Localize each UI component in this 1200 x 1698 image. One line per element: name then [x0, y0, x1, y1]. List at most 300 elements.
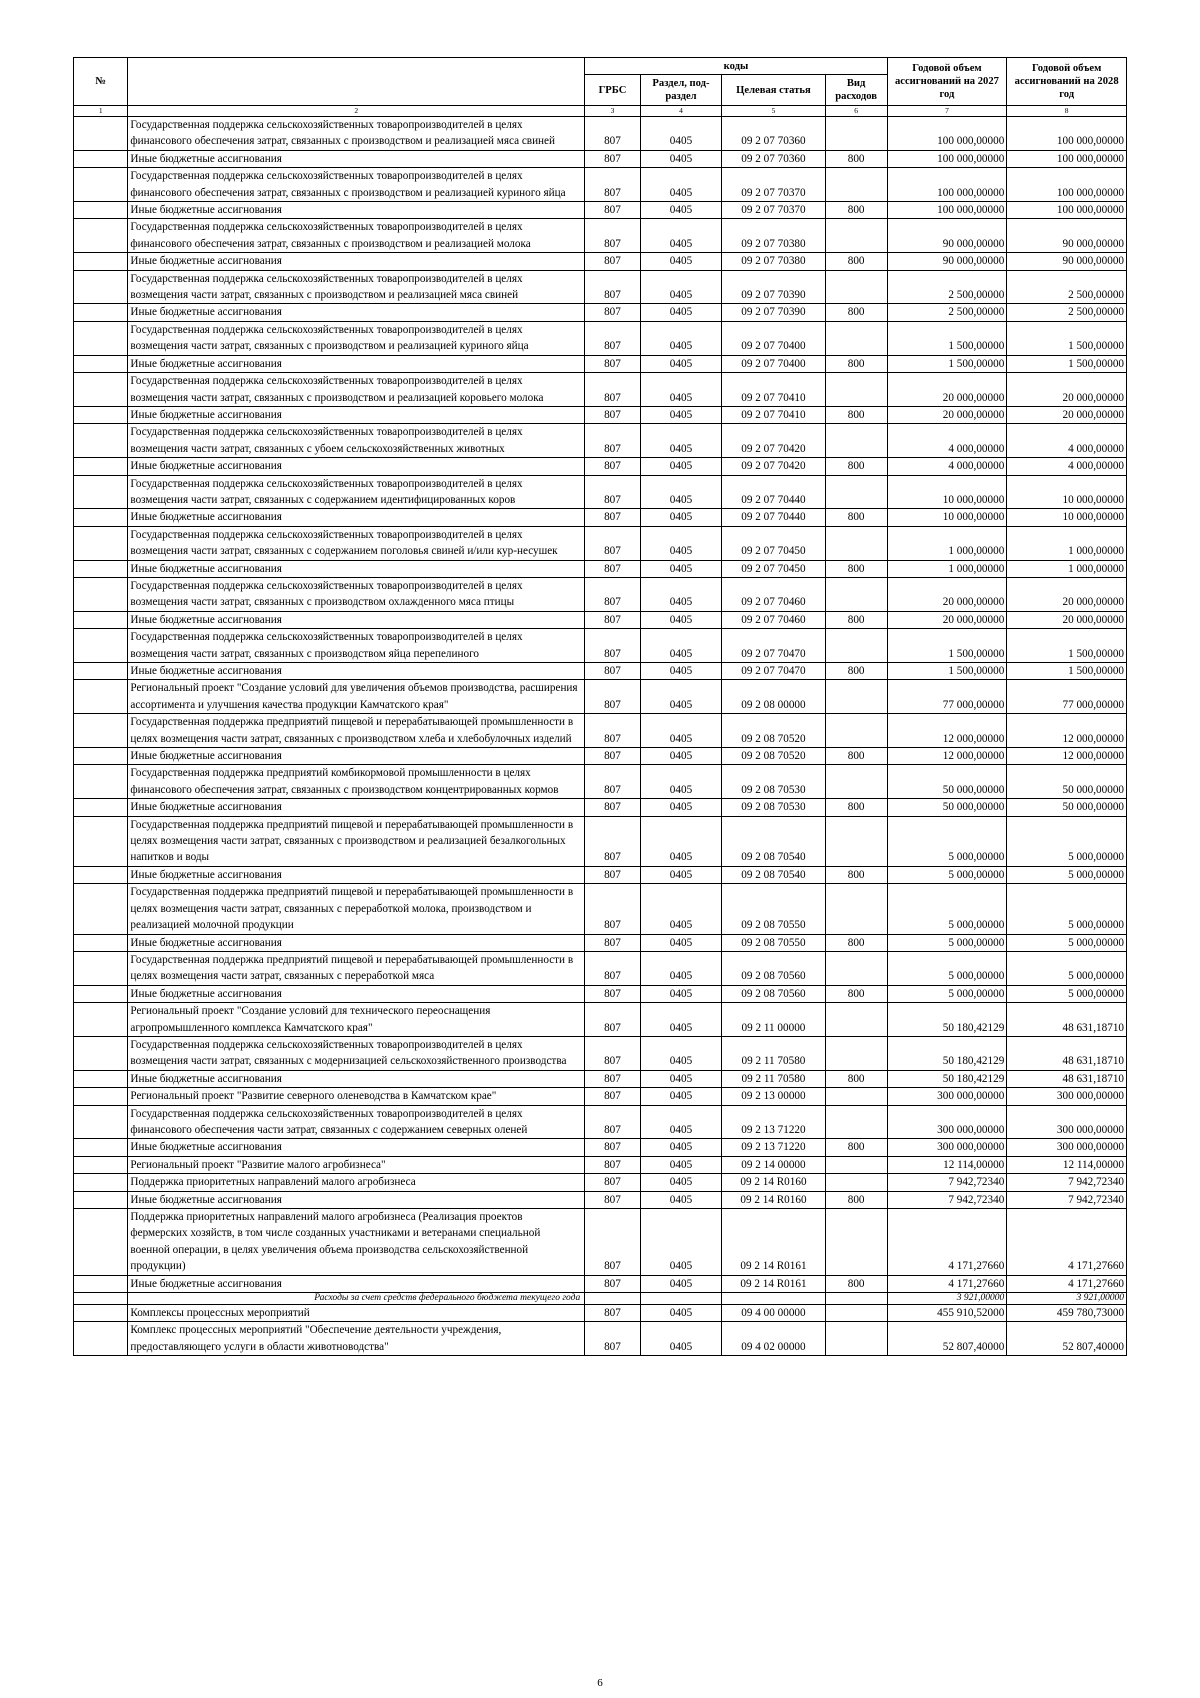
cell-name: Государственная поддержка сельскохозяйственных товаропроизводителей в целях финансового обеспечения затрат, связанных с производством и реализацией молока: [128, 219, 585, 253]
cell-volume-2027: 4 171,27660: [887, 1275, 1007, 1292]
cell-razdel: 0405: [640, 714, 722, 748]
cell-num: [74, 765, 128, 799]
cell-volume-2027: 2 500,00000: [887, 304, 1007, 321]
cell-expense-type: 800: [825, 748, 887, 765]
cell-razdel: 0405: [640, 1156, 722, 1173]
cell-target-article: 09 2 08 70540: [722, 816, 825, 866]
cell-target-article: 09 2 11 00000: [722, 1003, 825, 1037]
cell-volume-2027: 12 114,00000: [887, 1156, 1007, 1173]
cell-target-article: 09 2 07 70370: [722, 202, 825, 219]
cell-num: [74, 1070, 128, 1087]
cell-expense-type: [825, 1105, 887, 1139]
cell-num: [74, 663, 128, 680]
cell-name: Иные бюджетные ассигнования: [128, 560, 585, 577]
cell-name: Поддержка приоритетных направлений малого агробизнеса (Реализация проектов фермерских хозяйств, в том числе созданных участниками и ветеранами специальной военной операции, в целях увеличения объема производства сельскохозяйственной продукции): [128, 1209, 585, 1276]
cell-expense-type: 800: [825, 253, 887, 270]
cell-volume-2027: 20 000,00000: [887, 373, 1007, 407]
cell-expense-type: [825, 1088, 887, 1105]
cell-grbs: 807: [585, 748, 640, 765]
header-grbs: ГРБС: [585, 75, 640, 106]
cell-volume-2028: 20 000,00000: [1007, 373, 1127, 407]
cell-razdel: 0405: [640, 866, 722, 883]
column-number: 2: [128, 106, 585, 117]
cell-razdel: 0405: [640, 577, 722, 611]
cell-num: [74, 475, 128, 509]
cell-volume-2027: 12 000,00000: [887, 748, 1007, 765]
cell-volume-2028: 2 500,00000: [1007, 304, 1127, 321]
cell-expense-type: [825, 816, 887, 866]
cell-name: Государственная поддержка предприятий пищевой и перерабатывающей промышленности в целях возмещения части затрат, связанных с переработкой мяса: [128, 951, 585, 985]
cell-volume-2027: 1 000,00000: [887, 526, 1007, 560]
cell-num: [74, 884, 128, 934]
cell-num: [74, 150, 128, 167]
cell-volume-2028: 459 780,73000: [1007, 1305, 1127, 1322]
cell-num: [74, 560, 128, 577]
cell-target-article: 09 2 07 70460: [722, 577, 825, 611]
header-num: №: [74, 58, 128, 106]
table-row: [74, 765, 1127, 799]
cell-razdel: 0405: [640, 202, 722, 219]
cell-target-article: 09 2 11 70580: [722, 1036, 825, 1070]
cell-target-article: 09 4 00 00000: [722, 1305, 825, 1322]
cell-target-article: 09 2 07 70440: [722, 475, 825, 509]
cell-volume-2028: 48 631,18710: [1007, 1003, 1127, 1037]
cell-name: Иные бюджетные ассигнования: [128, 934, 585, 951]
cell-razdel: 0405: [640, 1003, 722, 1037]
cell-grbs: 807: [585, 1036, 640, 1070]
cell-expense-type: [825, 680, 887, 714]
cell-volume-2027: 90 000,00000: [887, 253, 1007, 270]
cell-name: Расходы за счет средств федерального бюджета текущего года: [128, 1293, 585, 1305]
cell-razdel: 0405: [640, 270, 722, 304]
cell-target-article: 09 2 14 R0160: [722, 1174, 825, 1191]
cell-name: Региональный проект "Создание условий для увеличения объемов производства, расширения ассортимента и улучшения качества продукции Камчатского края": [128, 680, 585, 714]
cell-expense-type: 800: [825, 934, 887, 951]
table-row: [74, 1139, 1127, 1156]
cell-name: Иные бюджетные ассигнования: [128, 799, 585, 816]
cell-razdel: 0405: [640, 1209, 722, 1276]
cell-name: Иные бюджетные ассигнования: [128, 355, 585, 372]
cell-volume-2027: 50 180,42129: [887, 1070, 1007, 1087]
cell-num: [74, 951, 128, 985]
cell-expense-type: 800: [825, 304, 887, 321]
table-row: [74, 884, 1127, 934]
budget-table: [73, 57, 1127, 1356]
cell-expense-type: 800: [825, 458, 887, 475]
cell-name: Государственная поддержка предприятий пищевой и перерабатывающей промышленности в целях возмещения части затрат, связанных с производством хлеба и хлебобулочных изделий: [128, 714, 585, 748]
table-row: [74, 458, 1127, 475]
cell-razdel: 0405: [640, 1174, 722, 1191]
cell-razdel: [640, 1293, 722, 1305]
cell-razdel: 0405: [640, 373, 722, 407]
cell-name: Региональный проект "Развитие северного оленеводства в Камчатском крае": [128, 1088, 585, 1105]
table-row: [74, 748, 1127, 765]
cell-target-article: 09 2 08 70530: [722, 765, 825, 799]
cell-name: Иные бюджетные ассигнования: [128, 458, 585, 475]
table-row: [74, 663, 1127, 680]
table-row: [74, 816, 1127, 866]
cell-volume-2028: 5 000,00000: [1007, 934, 1127, 951]
cell-volume-2027: 1 500,00000: [887, 663, 1007, 680]
cell-grbs: 807: [585, 663, 640, 680]
cell-num: [74, 270, 128, 304]
cell-num: [74, 1105, 128, 1139]
cell-expense-type: [825, 526, 887, 560]
cell-razdel: 0405: [640, 1036, 722, 1070]
cell-target-article: 09 2 08 70560: [722, 985, 825, 1002]
table-row: [74, 202, 1127, 219]
cell-name: Иные бюджетные ассигнования: [128, 406, 585, 423]
header-vid: Вид расходов: [825, 75, 887, 106]
cell-target-article: 09 2 11 70580: [722, 1070, 825, 1087]
cell-grbs: 807: [585, 1191, 640, 1208]
cell-num: [74, 117, 128, 151]
table-row: [74, 866, 1127, 883]
cell-num: [74, 1209, 128, 1276]
cell-volume-2028: 100 000,00000: [1007, 117, 1127, 151]
cell-grbs: 807: [585, 509, 640, 526]
cell-volume-2027: 1 500,00000: [887, 629, 1007, 663]
cell-name: Иные бюджетные ассигнования: [128, 1275, 585, 1292]
cell-expense-type: [825, 629, 887, 663]
cell-name: Иные бюджетные ассигнования: [128, 1191, 585, 1208]
table-row: [74, 951, 1127, 985]
cell-volume-2028: 12 000,00000: [1007, 714, 1127, 748]
cell-name: Государственная поддержка сельскохозяйственных товаропроизводителей в целях возмещения части затрат, связанных с производством и реализацией мяса свиней: [128, 270, 585, 304]
cell-volume-2027: 20 000,00000: [887, 406, 1007, 423]
table-row: [74, 1088, 1127, 1105]
cell-razdel: 0405: [640, 509, 722, 526]
table-row: [74, 526, 1127, 560]
cell-num: [74, 373, 128, 407]
cell-name: Поддержка приоритетных направлений малого агробизнеса: [128, 1174, 585, 1191]
column-number: 8: [1007, 106, 1127, 117]
cell-target-article: 09 2 08 70550: [722, 934, 825, 951]
header-razdel: Раздел, под-раздел: [640, 75, 722, 106]
cell-expense-type: [825, 1322, 887, 1356]
cell-razdel: 0405: [640, 1105, 722, 1139]
table-row: [74, 1003, 1127, 1037]
cell-target-article: 09 2 07 70410: [722, 406, 825, 423]
cell-target-article: 09 2 08 70520: [722, 714, 825, 748]
cell-name: Государственная поддержка сельскохозяйственных товаропроизводителей в целях возмещения части затрат, связанных с содержанием поголовья свиней и/или кур-несушек: [128, 526, 585, 560]
cell-volume-2027: 50 180,42129: [887, 1003, 1007, 1037]
header-row-1: [74, 58, 1127, 75]
cell-num: [74, 202, 128, 219]
cell-target-article: 09 2 14 R0160: [722, 1191, 825, 1208]
cell-volume-2028: 100 000,00000: [1007, 168, 1127, 202]
cell-razdel: 0405: [640, 1305, 722, 1322]
cell-name: Иные бюджетные ассигнования: [128, 150, 585, 167]
header-name: [128, 58, 585, 106]
table-row: [74, 253, 1127, 270]
cell-target-article: 09 2 14 R0161: [722, 1209, 825, 1276]
cell-razdel: 0405: [640, 304, 722, 321]
cell-volume-2028: 48 631,18710: [1007, 1070, 1127, 1087]
cell-grbs: 807: [585, 1139, 640, 1156]
cell-name: Государственная поддержка сельскохозяйственных товаропроизводителей в целях возмещения части затрат, связанных с убоем сельскохозяйственных животных: [128, 424, 585, 458]
cell-grbs: 807: [585, 680, 640, 714]
cell-target-article: 09 2 07 70420: [722, 458, 825, 475]
cell-name: Региональный проект "Развитие малого агробизнеса": [128, 1156, 585, 1173]
cell-grbs: 807: [585, 934, 640, 951]
cell-grbs: 807: [585, 270, 640, 304]
cell-volume-2027: 455 910,52000: [887, 1305, 1007, 1322]
column-number: 1: [74, 106, 128, 117]
table-row: [74, 577, 1127, 611]
table-row: [74, 270, 1127, 304]
cell-grbs: 807: [585, 1174, 640, 1191]
table-row: [74, 611, 1127, 628]
table-row: [74, 373, 1127, 407]
header-volume-2027: Годовой объем ассигнований на 2027 год: [887, 58, 1007, 106]
cell-volume-2028: 100 000,00000: [1007, 150, 1127, 167]
cell-grbs: 807: [585, 304, 640, 321]
cell-target-article: 09 2 08 70530: [722, 799, 825, 816]
table-row: [74, 1156, 1127, 1173]
cell-grbs: 807: [585, 1070, 640, 1087]
cell-grbs: 807: [585, 1088, 640, 1105]
table-row: [74, 321, 1127, 355]
cell-volume-2027: 20 000,00000: [887, 611, 1007, 628]
cell-name: Иные бюджетные ассигнования: [128, 509, 585, 526]
table-row: [74, 985, 1127, 1002]
cell-name: Государственная поддержка предприятий пищевой и перерабатывающей промышленности в целях возмещения части затрат, связанных с переработкой молока, производством и реализацией молочной продукции: [128, 884, 585, 934]
cell-volume-2028: 5 000,00000: [1007, 816, 1127, 866]
cell-expense-type: 800: [825, 150, 887, 167]
cell-volume-2028: 1 000,00000: [1007, 560, 1127, 577]
cell-volume-2028: 300 000,00000: [1007, 1105, 1127, 1139]
table-row: [74, 1305, 1127, 1322]
cell-name: Комплексы процессных мероприятий: [128, 1305, 585, 1322]
cell-expense-type: [825, 373, 887, 407]
cell-grbs: 807: [585, 1322, 640, 1356]
cell-volume-2028: 1 000,00000: [1007, 526, 1127, 560]
cell-name: Государственная поддержка сельскохозяйственных товаропроизводителей в целях возмещения части затрат, связанных с производством и реализацией куриного яйца: [128, 321, 585, 355]
cell-target-article: 09 2 07 70370: [722, 168, 825, 202]
table-row: [74, 934, 1127, 951]
cell-volume-2028: 7 942,72340: [1007, 1191, 1127, 1208]
cell-volume-2027: 12 000,00000: [887, 714, 1007, 748]
cell-razdel: 0405: [640, 985, 722, 1002]
cell-volume-2028: 4 000,00000: [1007, 424, 1127, 458]
cell-grbs: 807: [585, 799, 640, 816]
cell-razdel: 0405: [640, 406, 722, 423]
cell-expense-type: 800: [825, 509, 887, 526]
cell-grbs: 807: [585, 117, 640, 151]
cell-volume-2028: 5 000,00000: [1007, 951, 1127, 985]
cell-num: [74, 748, 128, 765]
cell-volume-2027: 100 000,00000: [887, 202, 1007, 219]
cell-expense-type: 800: [825, 799, 887, 816]
cell-grbs: 807: [585, 866, 640, 883]
cell-grbs: 807: [585, 150, 640, 167]
cell-razdel: 0405: [640, 117, 722, 151]
cell-grbs: 807: [585, 219, 640, 253]
cell-volume-2028: 12 000,00000: [1007, 748, 1127, 765]
cell-expense-type: [825, 1293, 887, 1305]
cell-num: [74, 611, 128, 628]
cell-expense-type: [825, 1305, 887, 1322]
cell-volume-2028: 300 000,00000: [1007, 1088, 1127, 1105]
column-number: 4: [640, 106, 722, 117]
cell-volume-2028: 50 000,00000: [1007, 765, 1127, 799]
cell-expense-type: [825, 714, 887, 748]
cell-num: [74, 1174, 128, 1191]
cell-expense-type: [825, 168, 887, 202]
cell-target-article: 09 2 14 R0161: [722, 1275, 825, 1292]
column-number: 3: [585, 106, 640, 117]
cell-razdel: 0405: [640, 475, 722, 509]
cell-name: Иные бюджетные ассигнования: [128, 611, 585, 628]
table-row: [74, 168, 1127, 202]
header-target: Целевая статья: [722, 75, 825, 106]
cell-razdel: 0405: [640, 458, 722, 475]
cell-num: [74, 1322, 128, 1356]
cell-razdel: 0405: [640, 1088, 722, 1105]
table-row: [74, 150, 1127, 167]
cell-razdel: 0405: [640, 168, 722, 202]
cell-grbs: [585, 1293, 640, 1305]
cell-name: Иные бюджетные ассигнования: [128, 748, 585, 765]
header-volume-2028: Годовой объем ассигнований на 2028 год: [1007, 58, 1127, 106]
cell-num: [74, 1003, 128, 1037]
cell-target-article: 09 2 07 70390: [722, 304, 825, 321]
cell-volume-2028: 90 000,00000: [1007, 219, 1127, 253]
cell-expense-type: [825, 424, 887, 458]
cell-target-article: 09 2 07 70420: [722, 424, 825, 458]
cell-num: [74, 816, 128, 866]
cell-target-article: 09 2 07 70460: [722, 611, 825, 628]
cell-grbs: 807: [585, 1275, 640, 1292]
cell-num: [74, 1088, 128, 1105]
cell-name: Государственная поддержка сельскохозяйственных товаропроизводителей в целях финансового обеспечения затрат, связанных с производством и реализацией мяса свиней: [128, 117, 585, 151]
cell-razdel: 0405: [640, 355, 722, 372]
table-row: [74, 475, 1127, 509]
cell-volume-2027: 300 000,00000: [887, 1088, 1007, 1105]
cell-volume-2028: 50 000,00000: [1007, 799, 1127, 816]
cell-volume-2027: 5 000,00000: [887, 816, 1007, 866]
cell-grbs: 807: [585, 765, 640, 799]
cell-expense-type: 800: [825, 611, 887, 628]
cell-grbs: 807: [585, 458, 640, 475]
cell-target-article: 09 2 07 70450: [722, 560, 825, 577]
cell-expense-type: [825, 577, 887, 611]
cell-num: [74, 1293, 128, 1305]
cell-num: [74, 1191, 128, 1208]
cell-name: Государственная поддержка предприятий пищевой и перерабатывающей промышленности в целях возмещения части затрат, связанных с производством и реализацией безалкогольных напитков и воды: [128, 816, 585, 866]
cell-name: Иные бюджетные ассигнования: [128, 304, 585, 321]
cell-num: [74, 1275, 128, 1292]
cell-razdel: 0405: [640, 1191, 722, 1208]
cell-target-article: 09 2 13 71220: [722, 1139, 825, 1156]
cell-volume-2028: 5 000,00000: [1007, 884, 1127, 934]
cell-grbs: 807: [585, 560, 640, 577]
cell-num: [74, 526, 128, 560]
cell-volume-2028: 1 500,00000: [1007, 629, 1127, 663]
cell-grbs: 807: [585, 611, 640, 628]
cell-expense-type: 800: [825, 202, 887, 219]
table-row: [74, 1070, 1127, 1087]
cell-num: [74, 509, 128, 526]
cell-volume-2028: 100 000,00000: [1007, 202, 1127, 219]
cell-num: [74, 1305, 128, 1322]
table-row: [74, 304, 1127, 321]
cell-razdel: 0405: [640, 424, 722, 458]
cell-volume-2027: 4 171,27660: [887, 1209, 1007, 1276]
cell-target-article: 09 2 07 70400: [722, 355, 825, 372]
cell-razdel: 0405: [640, 611, 722, 628]
cell-razdel: 0405: [640, 748, 722, 765]
cell-grbs: 807: [585, 373, 640, 407]
cell-num: [74, 1139, 128, 1156]
cell-num: [74, 355, 128, 372]
cell-target-article: 09 2 07 70380: [722, 219, 825, 253]
cell-name: Государственная поддержка сельскохозяйственных товаропроизводителей в целях возмещения части затрат, связанных с модернизацией сельскохозяйственного производства: [128, 1036, 585, 1070]
cell-razdel: 0405: [640, 1070, 722, 1087]
cell-expense-type: [825, 117, 887, 151]
cell-volume-2028: 7 942,72340: [1007, 1174, 1127, 1191]
cell-volume-2027: 5 000,00000: [887, 934, 1007, 951]
column-number: 7: [887, 106, 1007, 117]
cell-razdel: 0405: [640, 884, 722, 934]
cell-volume-2028: 12 114,00000: [1007, 1156, 1127, 1173]
cell-grbs: 807: [585, 951, 640, 985]
cell-volume-2028: 90 000,00000: [1007, 253, 1127, 270]
cell-target-article: 09 2 07 70360: [722, 150, 825, 167]
cell-volume-2028: 1 500,00000: [1007, 663, 1127, 680]
cell-volume-2028: 5 000,00000: [1007, 866, 1127, 883]
cell-expense-type: 800: [825, 1275, 887, 1292]
cell-razdel: 0405: [640, 1139, 722, 1156]
cell-volume-2027: 50 180,42129: [887, 1036, 1007, 1070]
cell-target-article: 09 2 13 00000: [722, 1088, 825, 1105]
cell-expense-type: 800: [825, 866, 887, 883]
cell-num: [74, 680, 128, 714]
cell-grbs: 807: [585, 884, 640, 934]
table-row: [74, 680, 1127, 714]
cell-name: Государственная поддержка сельскохозяйственных товаропроизводителей в целях финансового обеспечения части затрат, связанных с содержанием северных оленей: [128, 1105, 585, 1139]
table-row: [74, 117, 1127, 151]
cell-volume-2027: 5 000,00000: [887, 884, 1007, 934]
table-row: [74, 560, 1127, 577]
cell-target-article: 09 2 13 71220: [722, 1105, 825, 1139]
cell-num: [74, 629, 128, 663]
cell-expense-type: [825, 951, 887, 985]
table-row: [74, 799, 1127, 816]
cell-name: Государственная поддержка сельскохозяйственных товаропроизводителей в целях возмещения части затрат, связанных с производством и реализацией коровьего молока: [128, 373, 585, 407]
cell-volume-2027: 10 000,00000: [887, 475, 1007, 509]
cell-target-article: 09 2 07 70410: [722, 373, 825, 407]
cell-volume-2028: 20 000,00000: [1007, 406, 1127, 423]
cell-razdel: 0405: [640, 799, 722, 816]
cell-volume-2027: 7 942,72340: [887, 1191, 1007, 1208]
table-row: [74, 629, 1127, 663]
cell-razdel: 0405: [640, 321, 722, 355]
table-row: [74, 406, 1127, 423]
cell-volume-2027: 20 000,00000: [887, 577, 1007, 611]
table-row: [74, 219, 1127, 253]
cell-volume-2027: 10 000,00000: [887, 509, 1007, 526]
column-number: 6: [825, 106, 887, 117]
table-row: [74, 1174, 1127, 1191]
cell-volume-2027: 3 921,00000: [887, 1293, 1007, 1305]
cell-volume-2028: 2 500,00000: [1007, 270, 1127, 304]
cell-expense-type: 800: [825, 1139, 887, 1156]
cell-num: [74, 866, 128, 883]
cell-grbs: 807: [585, 253, 640, 270]
cell-target-article: 09 2 08 70520: [722, 748, 825, 765]
